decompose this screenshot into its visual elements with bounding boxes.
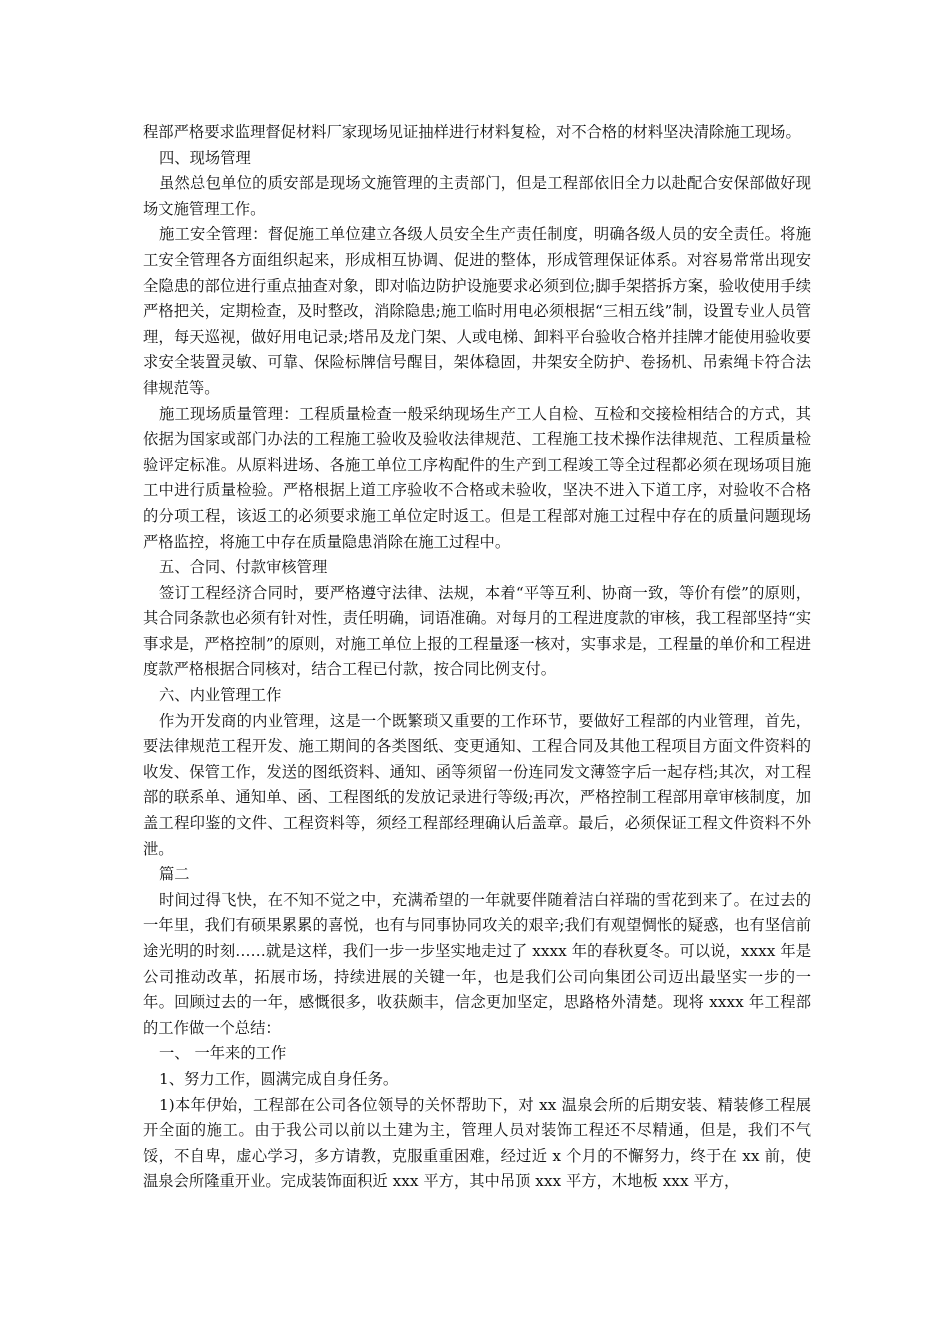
paragraph: 作为开发商的内业管理，这是一个既繁琐又重要的工作环节，要做好工程部的内业管理，首先，要法律规范工程开发、施工期间的各类图纸、变更通知、工程合同及其他工程项目方面文件资料的收发、保管工作，发送的图纸资料、通知、函等须留一份连同发文薄签字后一起存档;其次，对工程部的联系单、通知单、函、工程图纸的发放记录进行等级;再次，严格控制工程部用章审核制度，加盖工程印鉴的文件、工程资料等，须经工程部经理确认后盖章。最后，必须保证工程文件资料不外泄。 <box>143 711 811 858</box>
paragraph: 签订工程经济合同时，要严格遵守法律、法规，本着“平等互利、协商一致，等价有偿”的原则，其合同条款也必须有针对性，责任明确，词语准确。对每月的工程进度款的审核，我工程部坚持“实事求是，严格控制”的原则，对施工单位上报的工程量逐一核对，实事求是，工程量的单价和工程进度款严格根据合同核对，结合工程已付款，按合同比例支付。 <box>143 583 811 679</box>
paragraph: 施工安全管理：督促施工单位建立各级人员安全生产责任制度，明确各级人员的安全责任。将施工安全管理各方面组织起来，形成相互协调、促进的整体，形成管理保证体系。对容易常常出现安全隐患的部位进行重点抽查对象，即对临边防护设施要求必须到位;脚手架搭拆方案，验收使用手续严格把关，定期检查，及时整改，消除隐患;施工临时用电必须根据“三相五线”制，设置专业人员管理，每天巡视，做好用电记录;塔吊及龙门架、人或电梯、卸料平台验收合格并挂牌才能使用验收要求安全装置灵敏、可靠、保险标牌信号醒目，架体稳固，井架安全防护、卷扬机、吊索绳卡符合法律规范等。 <box>143 225 811 397</box>
document-body <box>143 120 811 1195</box>
section-heading: 五、合同、付款审核管理 <box>159 558 328 577</box>
sub-heading: 1、努力工作，圆满完成自身任务。 <box>159 1069 399 1088</box>
section-heading: 六、内业管理工作 <box>159 686 282 705</box>
paragraph: 1)本年伊始，工程部在公司各位领导的关怀帮助下，对 xx 温泉会所的后期安装、精装修工程展开全面的施工。由于我公司以前以土建为主，管理人员对装饰工程还不尽精通，但是，我们不气馁，不自卑，虚心学习，多方请教，克服重重困难，经过近 x 个月的不懈努力，终于在 xx 前，使温泉会所隆重开业。完成装饰面积近 xxx 平方，其中吊顶 xxx 平方，木地板 xxx 平方， <box>143 1095 811 1191</box>
section-heading: 四、现场管理 <box>159 148 251 167</box>
paragraph: 虽然总包单位的质安部是现场文施管理的主责部门，但是工程部依旧全力以赴配合安保部做好现场文施管理工作。 <box>143 174 811 218</box>
paragraph: 施工现场质量管理：工程质量检查一般采纳现场生产工人自检、互检和交接检相结合的方式，其依据为国家或部门办法的工程施工验收及验收法律规范、工程施工技术操作法律规范、工程质量检验评定标准。从原料进场、各施工单位工序构配件的生产到工程竣工等全过程都必须在现场项目施工中进行质量检验。严格根据上道工序验收不合格或未验收，坚决不进入下道工序，对验收不合格的分项工程，该返工的必须要求施工单位定时返工。但是工程部对施工过程中存在的质量问题现场严格监控，将施工中存在质量隐患消除在施工过程中。 <box>143 404 811 551</box>
paragraph: 时间过得飞快，在不知不觉之中，充满希望的一年就要伴随着洁白祥瑞的雪花到来了。在过去的一年里，我们有硕果累累的喜悦，也有与同事协同攻关的艰辛;我们有观望惆怅的疑惑，也有坚信前途光明的时刻……就是这样，我们一步一步坚实地走过了 xxxx 年的春秋夏冬。可以说，xxxx 年是公司推动改革，拓展市场，持续进展的关键一年，也是我们公司向集团公司迈出最坚实一步的一年。回顾过去的一年，感慨很多，收获颇丰，信念更加坚定，思路格外清楚。现将 xxxx 年工程部的工作做一个总结： <box>143 890 811 1037</box>
paragraph: 程部严格要求监理督促材料厂家现场见证抽样进行材料复检，对不合格的材料坚决清除施工现场。 <box>143 123 801 141</box>
section-heading: 一、 一年来的工作 <box>159 1044 287 1063</box>
section-heading: 篇二 <box>159 865 190 884</box>
